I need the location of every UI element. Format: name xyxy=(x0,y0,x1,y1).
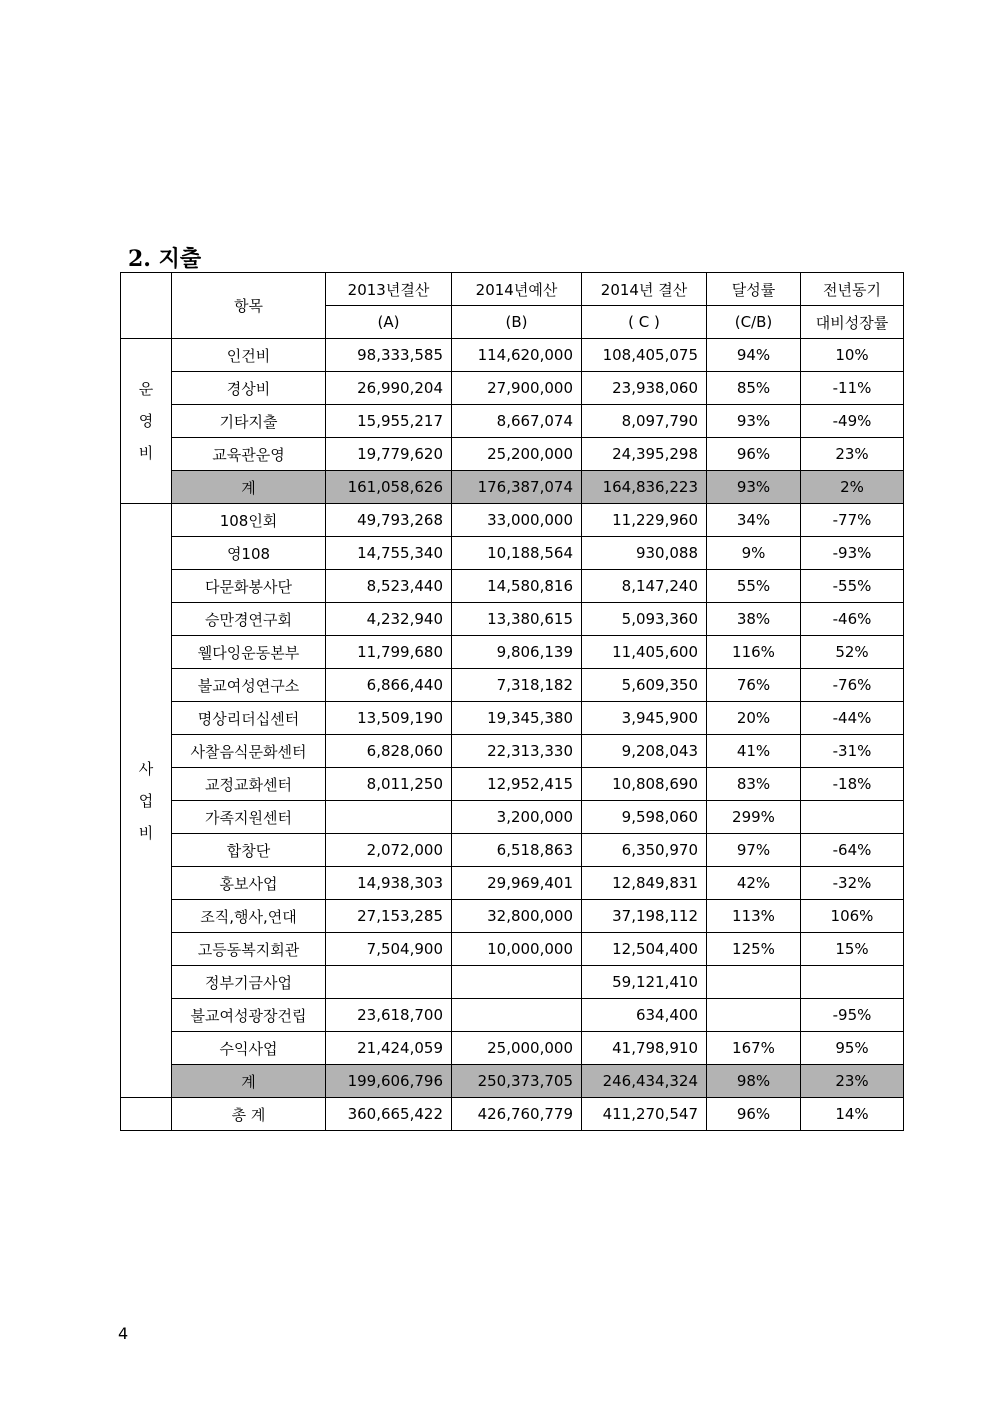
rate-cell: 34% xyxy=(707,504,801,537)
amount-c-cell: 8,097,790 xyxy=(582,405,707,438)
growth-cell: -55% xyxy=(801,570,904,603)
item-cell: 합창단 xyxy=(172,834,326,867)
business-row xyxy=(121,933,904,966)
item-cell: 교정교화센터 xyxy=(172,768,326,801)
business-row xyxy=(121,1032,904,1065)
rate-cell: 93% xyxy=(707,471,801,504)
item-cell: 계 xyxy=(172,471,326,504)
business-row xyxy=(121,900,904,933)
amount-a-cell: 49,793,268 xyxy=(326,504,452,537)
total-blank-cell xyxy=(121,1098,172,1131)
amount-b-cell: 8,667,074 xyxy=(452,405,582,438)
amount-b-cell: 250,373,705 xyxy=(452,1065,582,1098)
amount-a-cell: 199,606,796 xyxy=(326,1065,452,1098)
rate-cell: 98% xyxy=(707,1065,801,1098)
rate-cell: 55% xyxy=(707,570,801,603)
rate-cell: 125% xyxy=(707,933,801,966)
item-cell: 가족지원센터 xyxy=(172,801,326,834)
growth-cell: -18% xyxy=(801,768,904,801)
header-col-a-sub: (A) xyxy=(326,306,452,339)
header-rate-sub: (C/B) xyxy=(707,306,801,339)
amount-b-cell: 9,806,139 xyxy=(452,636,582,669)
business-row xyxy=(121,537,904,570)
amount-b-cell: 3,200,000 xyxy=(452,801,582,834)
amount-c-cell: 8,147,240 xyxy=(582,570,707,603)
business-row xyxy=(121,768,904,801)
amount-a-cell: 2,072,000 xyxy=(326,834,452,867)
grand-total-row xyxy=(121,1098,904,1131)
growth-cell: -44% xyxy=(801,702,904,735)
rate-cell: 41% xyxy=(707,735,801,768)
header-col-b-sub: (B) xyxy=(452,306,582,339)
amount-a-cell: 98,333,585 xyxy=(326,339,452,372)
amount-b-cell: 33,000,000 xyxy=(452,504,582,537)
group-label-char: 영 xyxy=(138,412,154,430)
item-cell: 고등동복지회관 xyxy=(172,933,326,966)
growth-cell: -32% xyxy=(801,867,904,900)
rate-cell: 83% xyxy=(707,768,801,801)
business-row xyxy=(121,834,904,867)
growth-cell: -46% xyxy=(801,603,904,636)
rate-cell: 9% xyxy=(707,537,801,570)
growth-cell: -77% xyxy=(801,504,904,537)
amount-c-cell: 9,208,043 xyxy=(582,735,707,768)
growth-cell: -31% xyxy=(801,735,904,768)
amount-a-cell: 15,955,217 xyxy=(326,405,452,438)
amount-c-cell: 11,405,600 xyxy=(582,636,707,669)
amount-b-cell: 114,620,000 xyxy=(452,339,582,372)
amount-b-cell xyxy=(452,966,582,999)
amount-c-cell: 108,405,075 xyxy=(582,339,707,372)
group-label-char: 비 xyxy=(138,823,154,842)
amount-a-cell: 14,755,340 xyxy=(326,537,452,570)
item-cell: 불교여성광장건립 xyxy=(172,999,326,1032)
growth-cell: 2% xyxy=(801,471,904,504)
amount-c-cell: 164,836,223 xyxy=(582,471,707,504)
amount-a-cell xyxy=(326,966,452,999)
amount-b-cell: 426,760,779 xyxy=(452,1098,582,1131)
amount-c-cell: 5,093,360 xyxy=(582,603,707,636)
amount-b-cell: 6,518,863 xyxy=(452,834,582,867)
header-blank-cell xyxy=(121,273,172,339)
rate-cell: 85% xyxy=(707,372,801,405)
amount-a-cell: 7,504,900 xyxy=(326,933,452,966)
rate-cell: 42% xyxy=(707,867,801,900)
amount-c-cell: 9,598,060 xyxy=(582,801,707,834)
rate-cell: 167% xyxy=(707,1032,801,1065)
rate-cell: 299% xyxy=(707,801,801,834)
amount-c-cell: 3,945,900 xyxy=(582,702,707,735)
item-cell: 계 xyxy=(172,1065,326,1098)
header-col-c: 2014년 결산 xyxy=(582,273,707,306)
amount-c-cell: 59,121,410 xyxy=(582,966,707,999)
item-cell: 영108 xyxy=(172,537,326,570)
amount-c-cell: 5,609,350 xyxy=(582,669,707,702)
business-row xyxy=(121,735,904,768)
amount-a-cell: 27,153,285 xyxy=(326,900,452,933)
header-col-c-sub: ( C ) xyxy=(582,306,707,339)
growth-cell: -11% xyxy=(801,372,904,405)
rate-cell: 116% xyxy=(707,636,801,669)
rate-cell: 76% xyxy=(707,669,801,702)
amount-b-cell: 176,387,074 xyxy=(452,471,582,504)
amount-b-cell: 14,580,816 xyxy=(452,570,582,603)
business-row xyxy=(121,966,904,999)
growth-cell: 95% xyxy=(801,1032,904,1065)
header-growth: 전년동기 xyxy=(801,273,904,306)
rate-cell: 38% xyxy=(707,603,801,636)
operating-group-label xyxy=(121,339,172,504)
amount-b-cell xyxy=(452,999,582,1032)
amount-a-cell: 14,938,303 xyxy=(326,867,452,900)
growth-cell xyxy=(801,966,904,999)
amount-a-cell: 19,779,620 xyxy=(326,438,452,471)
rate-cell xyxy=(707,966,801,999)
group-label-char: 업 xyxy=(138,791,154,810)
rate-cell xyxy=(707,999,801,1032)
item-cell: 인건비 xyxy=(172,339,326,372)
item-cell: 경상비 xyxy=(172,372,326,405)
rate-cell: 96% xyxy=(707,438,801,471)
section-title: 2. 지출 xyxy=(128,246,202,272)
amount-a-cell: 6,828,060 xyxy=(326,735,452,768)
amount-a-cell: 26,990,204 xyxy=(326,372,452,405)
business-subtotal-row xyxy=(121,1065,904,1098)
growth-cell: -93% xyxy=(801,537,904,570)
amount-b-cell: 25,000,000 xyxy=(452,1032,582,1065)
amount-a-cell: 4,232,940 xyxy=(326,603,452,636)
business-row xyxy=(121,504,904,537)
amount-b-cell: 22,313,330 xyxy=(452,735,582,768)
amount-a-cell xyxy=(326,801,452,834)
growth-cell: 14% xyxy=(801,1098,904,1131)
item-cell: 홍보사업 xyxy=(172,867,326,900)
amount-a-cell: 8,523,440 xyxy=(326,570,452,603)
amount-b-cell: 10,188,564 xyxy=(452,537,582,570)
item-cell: 웰다잉운동본부 xyxy=(172,636,326,669)
group-label-char: 비 xyxy=(138,444,154,462)
amount-b-cell: 12,952,415 xyxy=(452,768,582,801)
amount-c-cell: 41,798,910 xyxy=(582,1032,707,1065)
amount-b-cell: 29,969,401 xyxy=(452,867,582,900)
amount-c-cell: 930,088 xyxy=(582,537,707,570)
item-cell: 승만경연구회 xyxy=(172,603,326,636)
amount-c-cell: 37,198,112 xyxy=(582,900,707,933)
amount-b-cell: 32,800,000 xyxy=(452,900,582,933)
item-cell: 총 계 xyxy=(172,1098,326,1131)
item-cell: 교육관운영 xyxy=(172,438,326,471)
growth-cell: 23% xyxy=(801,1065,904,1098)
rate-cell: 20% xyxy=(707,702,801,735)
amount-c-cell: 23,938,060 xyxy=(582,372,707,405)
group-label-char: 사 xyxy=(138,759,154,778)
operating-row xyxy=(121,405,904,438)
growth-cell: -64% xyxy=(801,834,904,867)
operating-row xyxy=(121,372,904,405)
operating-subtotal-row xyxy=(121,471,904,504)
rate-cell: 93% xyxy=(707,405,801,438)
amount-c-cell: 411,270,547 xyxy=(582,1098,707,1131)
amount-c-cell: 634,400 xyxy=(582,999,707,1032)
item-cell: 다문화봉사단 xyxy=(172,570,326,603)
growth-cell: -76% xyxy=(801,669,904,702)
header-rate: 달성률 xyxy=(707,273,801,306)
amount-a-cell: 11,799,680 xyxy=(326,636,452,669)
operating-row xyxy=(121,438,904,471)
rate-cell: 97% xyxy=(707,834,801,867)
amount-c-cell: 6,350,970 xyxy=(582,834,707,867)
item-cell: 조직,행사,연대 xyxy=(172,900,326,933)
amount-c-cell: 246,434,324 xyxy=(582,1065,707,1098)
item-cell: 불교여성연구소 xyxy=(172,669,326,702)
business-row xyxy=(121,999,904,1032)
header-col-b: 2014년예산 xyxy=(452,273,582,306)
amount-c-cell: 10,808,690 xyxy=(582,768,707,801)
item-cell: 사찰음식문화센터 xyxy=(172,735,326,768)
amount-c-cell: 11,229,960 xyxy=(582,504,707,537)
header-growth-sub: 대비성장률 xyxy=(801,306,904,339)
item-cell: 명상리더십센터 xyxy=(172,702,326,735)
amount-c-cell: 24,395,298 xyxy=(582,438,707,471)
item-cell: 수익사업 xyxy=(172,1032,326,1065)
amount-a-cell: 360,665,422 xyxy=(326,1098,452,1131)
amount-a-cell: 161,058,626 xyxy=(326,471,452,504)
amount-a-cell: 6,866,440 xyxy=(326,669,452,702)
amount-a-cell: 21,424,059 xyxy=(326,1032,452,1065)
header-row-1 xyxy=(121,273,904,306)
growth-cell: 106% xyxy=(801,900,904,933)
business-row xyxy=(121,603,904,636)
group-label-char: 운 xyxy=(138,380,154,398)
business-group-label xyxy=(121,504,172,1098)
business-row xyxy=(121,570,904,603)
rate-cell: 94% xyxy=(707,339,801,372)
business-row xyxy=(121,669,904,702)
amount-a-cell: 23,618,700 xyxy=(326,999,452,1032)
business-row xyxy=(121,801,904,834)
operating-row xyxy=(121,339,904,372)
amount-b-cell: 13,380,615 xyxy=(452,603,582,636)
amount-c-cell: 12,849,831 xyxy=(582,867,707,900)
growth-cell: 23% xyxy=(801,438,904,471)
header-col-a: 2013년결산 xyxy=(326,273,452,306)
item-cell: 기타지출 xyxy=(172,405,326,438)
business-row xyxy=(121,636,904,669)
amount-a-cell: 13,509,190 xyxy=(326,702,452,735)
item-cell: 108인회 xyxy=(172,504,326,537)
amount-a-cell: 8,011,250 xyxy=(326,768,452,801)
rate-cell: 113% xyxy=(707,900,801,933)
amount-c-cell: 12,504,400 xyxy=(582,933,707,966)
growth-cell: -49% xyxy=(801,405,904,438)
amount-b-cell: 19,345,380 xyxy=(452,702,582,735)
rate-cell: 96% xyxy=(707,1098,801,1131)
growth-cell: 10% xyxy=(801,339,904,372)
growth-cell xyxy=(801,801,904,834)
growth-cell: 15% xyxy=(801,933,904,966)
amount-b-cell: 7,318,182 xyxy=(452,669,582,702)
business-row xyxy=(121,702,904,735)
item-cell: 정부기금사업 xyxy=(172,966,326,999)
header-item: 항목 xyxy=(172,273,326,339)
expenditure-table xyxy=(120,272,904,1131)
amount-b-cell: 27,900,000 xyxy=(452,372,582,405)
amount-b-cell: 25,200,000 xyxy=(452,438,582,471)
page-number: 4 xyxy=(118,1324,129,1343)
growth-cell: 52% xyxy=(801,636,904,669)
growth-cell: -95% xyxy=(801,999,904,1032)
business-row xyxy=(121,867,904,900)
amount-b-cell: 10,000,000 xyxy=(452,933,582,966)
